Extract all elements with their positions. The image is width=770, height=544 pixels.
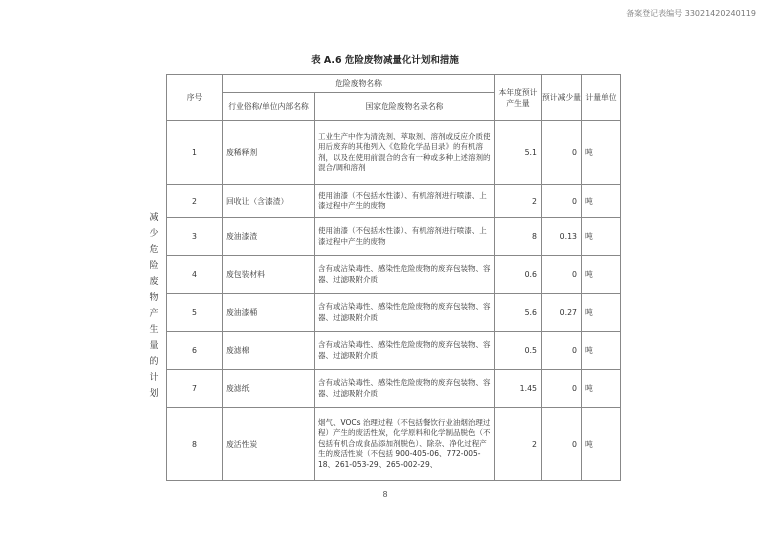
row-expected-reduction: 0 — [542, 332, 582, 370]
row-unit: 吨 — [582, 370, 621, 408]
row-national-name: 含有或沾染毒性、感染性危险废物的废弃包装物、容器、过滤吸附介质 — [315, 370, 495, 408]
row-planned-amount: 1.45 — [495, 370, 542, 408]
header-industry-name: 行业俗称/单位内部名称 — [223, 93, 315, 121]
row-industry-name: 废包装材料 — [223, 256, 315, 294]
row-national-name: 含有或沾染毒性、感染性危险废物的废弃包装物、容器、过滤吸附介质 — [315, 332, 495, 370]
table-row — [167, 256, 621, 294]
row-industry-name: 废活性炭 — [223, 408, 315, 481]
row-national-name: 烟气、VOCs 治理过程（不包括餐饮行业油烟治理过程）产生的废活性炭，化学原料和化学制品脱色（不包括有机合成食品添加剂脱色）、除杂、净化过程产生的废活性炭（不包括 900-405-06、772-005-18、261-053-29、265-002-29、 — [315, 408, 495, 481]
row-seq: 1 — [167, 121, 223, 185]
row-expected-reduction: 0 — [542, 185, 582, 218]
row-unit: 吨 — [582, 408, 621, 481]
row-unit: 吨 — [582, 294, 621, 332]
table-row — [167, 408, 621, 481]
row-national-name: 工业生产中作为清洗剂、萃取剂、溶剂或反应介质使用后废弃的其他列入《危险化学品目录》的有机溶剂，以及在使用前混合的含有一种或多种上述溶剂的混合/调和溶剂 — [315, 121, 495, 185]
table-row — [167, 332, 621, 370]
row-industry-name: 回收让（含漆渣） — [223, 185, 315, 218]
table-row — [167, 121, 621, 185]
row-expected-reduction: 0.27 — [542, 294, 582, 332]
row-national-name: 含有或沾染毒性、感染性危险废物的废弃包装物、容器、过滤吸附介质 — [315, 294, 495, 332]
row-planned-amount: 5.1 — [495, 121, 542, 185]
header-planned-amount: 本年度预计产生量 — [495, 75, 542, 121]
row-planned-amount: 2 — [495, 408, 542, 481]
row-planned-amount: 0.5 — [495, 332, 542, 370]
row-industry-name: 废油漆桶 — [223, 294, 315, 332]
row-unit: 吨 — [582, 185, 621, 218]
row-expected-reduction: 0 — [542, 370, 582, 408]
row-national-name: 使用油漆（不包括水性漆）、有机溶剂进行喷漆、上漆过程中产生的废物 — [315, 185, 495, 218]
table-title: 表 A.6 危险废物减量化计划和措施 — [311, 55, 459, 66]
row-expected-reduction: 0 — [542, 256, 582, 294]
row-national-name: 含有或沾染毒性、感染性危险废物的废弃包装物、容器、过滤吸附介质 — [315, 256, 495, 294]
row-expected-reduction: 0 — [542, 121, 582, 185]
row-planned-amount: 5.6 — [495, 294, 542, 332]
row-industry-name: 废滤纸 — [223, 370, 315, 408]
row-unit: 吨 — [582, 332, 621, 370]
header-expected-reduction: 预计减少量 — [542, 75, 582, 121]
table-row — [167, 294, 621, 332]
row-national-name: 使用油漆（不包括水性漆）、有机溶剂进行喷漆、上漆过程中产生的废物 — [315, 218, 495, 256]
table-row — [167, 370, 621, 408]
row-industry-name: 废滤棉 — [223, 332, 315, 370]
reduction-plan-table — [166, 74, 621, 481]
record-code: 备案登记表编号 33021420240119 — [626, 9, 756, 18]
row-seq: 8 — [167, 408, 223, 481]
table-row — [167, 185, 621, 218]
row-industry-name: 废油漆渣 — [223, 218, 315, 256]
row-seq: 6 — [167, 332, 223, 370]
side-label: 减少危险废物产生量的计划 — [149, 213, 159, 399]
row-planned-amount: 8 — [495, 218, 542, 256]
header-national-name: 国家危险废物名录名称 — [315, 93, 495, 121]
page-number: 8 — [382, 490, 388, 499]
row-unit: 吨 — [582, 256, 621, 294]
row-seq: 3 — [167, 218, 223, 256]
row-seq: 2 — [167, 185, 223, 218]
row-seq: 7 — [167, 370, 223, 408]
row-planned-amount: 0.6 — [495, 256, 542, 294]
row-seq: 4 — [167, 256, 223, 294]
row-unit: 吨 — [582, 218, 621, 256]
row-unit: 吨 — [582, 121, 621, 185]
header-waste-name: 危险废物名称 — [223, 75, 495, 93]
row-expected-reduction: 0.13 — [542, 218, 582, 256]
row-expected-reduction: 0 — [542, 408, 582, 481]
row-industry-name: 废稀释剂 — [223, 121, 315, 185]
header-unit: 计量单位 — [582, 75, 621, 121]
row-seq: 5 — [167, 294, 223, 332]
row-planned-amount: 2 — [495, 185, 542, 218]
header-seq: 序号 — [167, 75, 223, 121]
table-row — [167, 218, 621, 256]
